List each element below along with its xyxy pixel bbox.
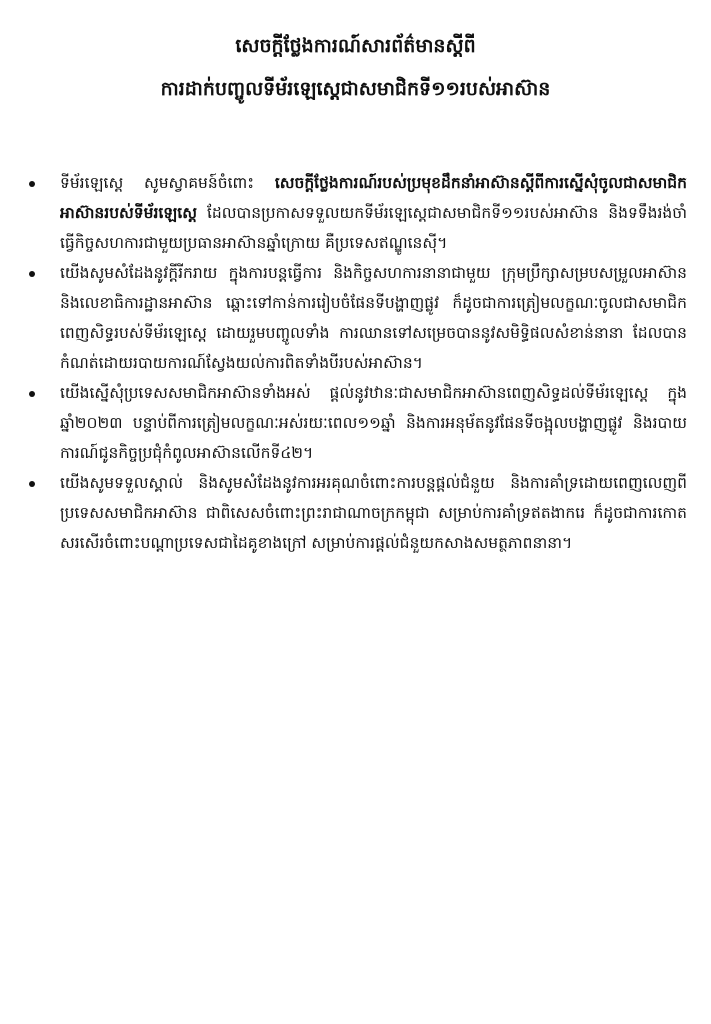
document-title-line-1: សេចក្ដីថ្លែងការណ៍សារព័ត៌មានស្ដីពី	[235, 35, 476, 57]
paragraph-text: យើងស្នើសុំប្រទេសសមាជិកអាស៊ានទាំងអស់ ផ្ដល់នូវឋានៈជាសមាជិកអាស៊ានពេញសិទ្ធដល់ទីម័រឡេស្ដេ ក្នុងឆ្នាំ២០២៣ បន្ទាប់ពីការត្រៀមលក្ខណៈអស់រយៈពេល១១ឆ្នាំ និងការអនុម័តនូវផែនទីចង្អុលបង្ហាញផ្លូវ និងរបាយការណ៍ជូនកិច្ចប្រជុំកំពូលអាស៊ានលើកទី៤២។	[60, 384, 687, 462]
document-title-line-2: ការដាក់បញ្ចូលទីម័រឡេស្ដេជាសមាជិកទី១១របស់អាស៊ាន	[160, 78, 551, 100]
bullet-list	[27, 168, 687, 558]
bullet-icon	[29, 391, 35, 397]
bullet-paragraph-2	[27, 258, 687, 378]
bullet-paragraph-1	[27, 168, 687, 258]
paragraph-text: យើងសូមទទួលស្គាល់ និងសូមសំដែងនូវការអរគុណចំពោះការបន្ដផ្ដល់ជំនួយ និងការគាំទ្រដោយពេញលេញពីប្រទេសសមាជិកអាស៊ាន ជាពិសេសចំពោះព្រះរាជាណាចក្រកម្ពុជា សម្រាប់ការគាំទ្រឥតងាករេ ក៏ដូចជាការកោតសរសើរចំពោះបណ្ដាប្រទេសជាដៃគូខាងក្រៅ សម្រាប់ការផ្ដល់ជំនួយកសាងសមត្ថភាពនានា។	[60, 474, 687, 552]
bullet-icon	[29, 271, 35, 277]
paragraph-text-rest: ដែលបានប្រកាសទទួលយកទីម័រឡេស្ដេជាសមាជិកទី១១របស់អាស៊ាន និងទទឹងរង់ចាំធ្វើកិច្ចសហការជាមួយប្រធានអាស៊ានឆ្នាំក្រោយ គឺប្រទេសឥណ្ឌូនេស៊ី។	[60, 204, 687, 252]
paragraph-text: យើងសូមសំដែងនូវក្ដីរីករាយ ក្នុងការបន្ដធ្វើការ និងកិច្ចសហការនានាជាមួយ ក្រុមប្រឹក្សាសម្របសម្រួលអាស៊ាន និងលេខាធិការដ្ឋានអាស៊ាន ឆ្ពោះទៅកាន់ការរៀបចំផែនទីបង្ហាញផ្លូវ ក៏ដូចជាការត្រៀមលក្ខណៈចូលជាសមាជិកពេញសិទ្ធរបស់ទីម័រឡេស្ដេ ដោយរួមបញ្ចូលទាំង ការឈានទៅសម្រេចបាននូវសមិទ្ធិផលសំខាន់នានា ដែលបានកំណត់ដោយរបាយការណ៍ស្វែងយល់ការពិតទាំងបីរបស់អាស៊ាន។	[60, 264, 687, 372]
bullet-paragraph-4	[27, 468, 687, 558]
bullet-icon	[29, 481, 35, 487]
bullet-icon	[29, 181, 35, 187]
paragraph-emphasis: សេចក្ដីថ្លែងការណ៍របស់ប្រមុខដឹកនាំអាស៊ានស្ដីពីការស្នើសុំចូលជាសមាជិកអាស៊ានរបស់ទីម័រឡេស្ដេ	[60, 174, 687, 222]
paragraph-text: ទីម័រឡេស្ដេ សូមស្វាគមន៍ចំពោះ	[60, 174, 275, 192]
bullet-paragraph-3	[27, 378, 687, 468]
